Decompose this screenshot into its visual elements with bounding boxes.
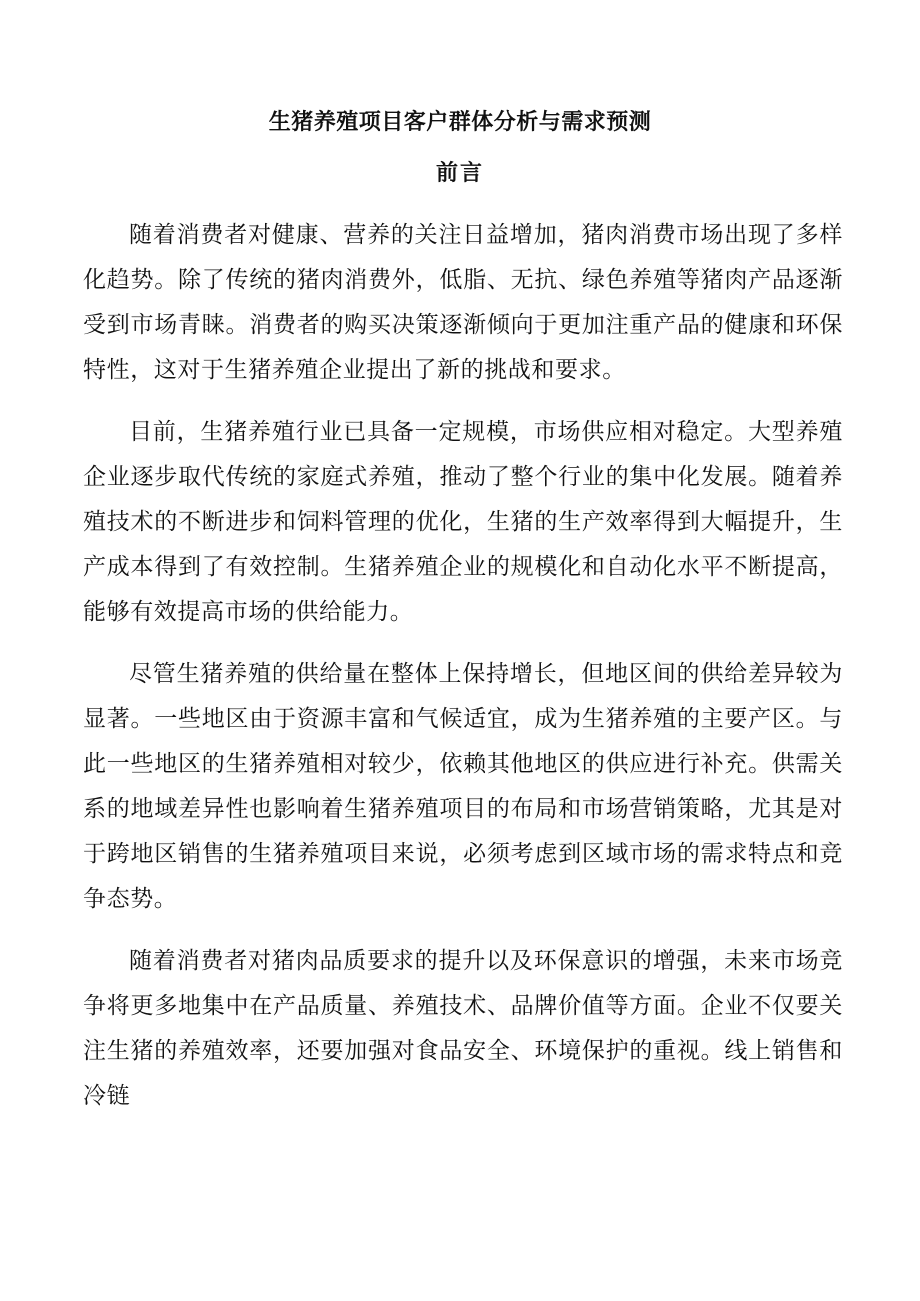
paragraph-4: 随着消费者对猪肉品质要求的提升以及环保意识的增强，未来市场竞争将更多地集中在产品质量、养殖技术、品牌价值等方面。企业不仅要关注生猪的养殖效率，还要加强对食品安全、环境保护的重视。线上销售和冷链	[83, 948, 843, 1109]
section-heading: 前言	[435, 161, 484, 186]
document-body	[83, 213, 843, 1136]
paragraph-2: 目前，生猪养殖行业已具备一定规模，市场供应相对稳定。大型养殖企业逐步取代传统的家庭式养殖，推动了整个行业的集中化发展。随着养殖技术的不断进步和饲料管理的优化，生猪的生产效率得到大幅提升，生产成本得到了有效控制。生猪养殖企业的规模化和自动化水平不断提高，能够有效提高市场的供给能力。	[83, 419, 843, 625]
document-title: 生猪养殖项目客户群体分析与需求预测	[268, 110, 652, 135]
paragraph-1: 随着消费者对健康、营养的关注日益增加，猪肉消费市场出现了多样化趋势。除了传统的猪肉消费外，低脂、无抗、绿色养殖等猪肉产品逐渐受到市场青睐。消费者的购买决策逐渐倾向于更加注重产品的健康和环保特性，这对于生猪养殖企业提出了新的挑战和要求。	[83, 222, 843, 383]
paragraph-3: 尽管生猪养殖的供给量在整体上保持增长，但地区间的供给差异较为显著。一些地区由于资源丰富和气候适宜，成为生猪养殖的主要产区。与此一些地区的生猪养殖相对较少，依赖其他地区的供应进行补充。供需关系的地域差异性也影响着生猪养殖项目的布局和市场营销策略，尤其是对于跨地区销售的生猪养殖项目来说，必须考虑到区域市场的需求特点和竞争态势。	[83, 661, 843, 912]
